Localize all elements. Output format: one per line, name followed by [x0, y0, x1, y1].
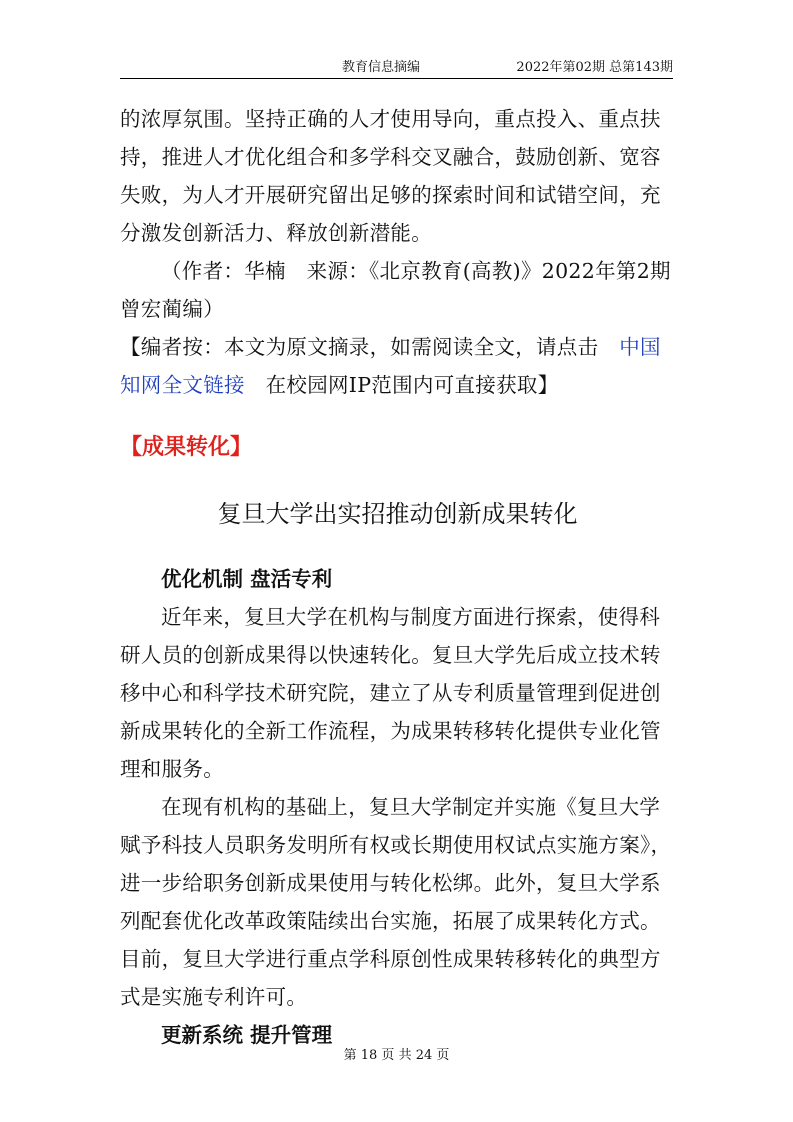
section-tag: 【成果转化】 [120, 435, 253, 460]
subhead-update-system: 更新系统 提升管理 [161, 1023, 333, 1047]
article-title: 复旦大学出实招推动创新成果转化 [217, 500, 578, 528]
editor-note-prefix: 【编者按：本文为原文摘录，如需阅读全文，请点击 [120, 335, 620, 359]
page-header [120, 56, 673, 79]
page-content [120, 100, 692, 1054]
issue-number: 2022年第02期 总第143期 [516, 60, 673, 75]
editor-note [120, 328, 675, 404]
prev-article-paragraph: 的浓厚氛围。坚持正确的人才使用导向，重点投入、重点扶持，推进人才优化组合和多学科交叉融合，鼓励创新、宽容失败，为人才开展研究留出足够的探索时间和试错空间，充分激发创新活力、释放创新潜能。 [120, 107, 661, 245]
page-footer: 第 18 页 共 24 页 [343, 1048, 450, 1063]
editor-note-suffix: 在校园网IP范围内可直接获取】 [244, 373, 559, 397]
author-source-line: （作者：华楠 来源：《北京教育(高教)》2022年第2期 曾宏蔺编） [120, 259, 692, 321]
subhead-optimize-mechanism: 优化机制 盘活专利 [161, 567, 333, 591]
article-paragraph-2: 在现有机构的基础上，复旦大学制定并实施《复旦大学赋予科技人员职务发明所有权或长期使用权试点实施方案》，进一步给职务创新成果使用与转化松绑。此外，复旦大学系列配套优化改革政策陆续出台实施，拓展了成果转化方式。目前，复旦大学进行重点学科原创性成果转移转化的典型方式是实施专利许可。 [120, 795, 672, 1009]
cnki-fulltext-link[interactable]: 中国知网全文链接 [120, 335, 661, 397]
article-paragraph-1: 近年来，复旦大学在机构与制度方面进行探索，使得科研人员的创新成果得以快速转化。复旦大学先后成立技术转移中心和科学技术研究院，建立了从专利质量管理到促进创新成果转化的全新工作流程，为成果转移转化提供专业化管理和服务。 [120, 605, 661, 781]
publication-name: 教育信息摘编 [342, 60, 421, 75]
